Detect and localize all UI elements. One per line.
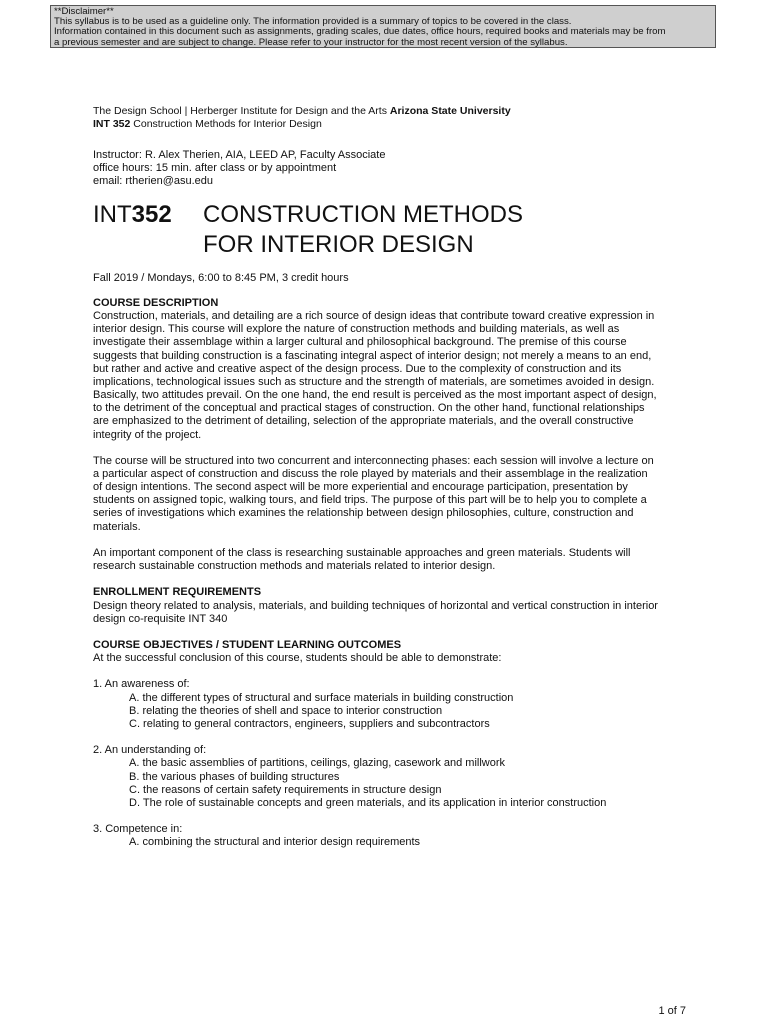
spacer bbox=[93, 573, 703, 586]
paragraph-line: interior design. This course will explore the nature of construction methods and building materials, as well as bbox=[93, 323, 620, 336]
spacer bbox=[93, 731, 703, 744]
objective-item: A. the different types of structural and surface materials in building construction bbox=[129, 691, 514, 704]
spacer bbox=[93, 810, 703, 823]
paragraph-line: Design theory related to analysis, materials, and building techniques of horizontal and vertical construction in interior bbox=[93, 599, 658, 612]
objective-item: C. the reasons of certain safety requirements in structure design bbox=[129, 783, 442, 796]
course-line bbox=[93, 118, 511, 131]
objective-group-title: 2. An understanding of: bbox=[93, 744, 207, 757]
paragraph-line: implications, technological issues such as structure and the strength of materials, are sometimes avoided in design. bbox=[93, 375, 655, 388]
paragraph-line: research sustainable construction methods and materials related to interior design. bbox=[93, 560, 496, 573]
paragraph-line: Basically, two attitudes prevail. On the one hand, the end result is perceived as the most important aspect of design, bbox=[93, 389, 657, 402]
objective-item: C. relating to general contractors, engineers, suppliers and subcontractors bbox=[129, 717, 490, 730]
objective-group-title: 3. Competence in: bbox=[93, 823, 183, 836]
title-number: 352 bbox=[131, 201, 172, 228]
objectives-intro: At the successful conclusion of this course, students should be able to demonstrate: bbox=[93, 652, 502, 665]
paragraph-line: An important component of the class is researching sustainable approaches and green materials. Students will bbox=[93, 546, 631, 559]
paragraph-line: design co-requisite INT 340 bbox=[93, 612, 228, 625]
section-heading-enrollment: ENROLLMENT REQUIREMENTS bbox=[93, 586, 262, 599]
section-heading-course-description: COURSE DESCRIPTION bbox=[93, 297, 219, 309]
course-name: Construction Methods for Interior Design bbox=[133, 118, 322, 130]
paragraph-line: of design intentions. The second aspect will be more experiential and encourage participation, presentation by bbox=[93, 481, 628, 494]
paragraph-line: are emphasized to the detriment of detailing, selection of the appropriate materials, and the overall constructive bbox=[93, 415, 634, 428]
title-course-code bbox=[93, 200, 172, 230]
title-course-name bbox=[203, 200, 523, 260]
syllabus-body bbox=[93, 297, 703, 849]
paragraph-line: series of investigations which examines the relationship between design philosophies, culture, construction and bbox=[93, 507, 634, 520]
paragraph-line: suggests that building construction is a fascinating integral aspect of interior design; not merely a means to an end, bbox=[93, 349, 652, 362]
instructor-info bbox=[93, 149, 385, 189]
disclaimer-box bbox=[50, 5, 716, 48]
disclaimer-line: a previous semester and are subject to change. Please refer to your instructor for the most recent version of the syllabus. bbox=[54, 36, 568, 48]
term-info: Fall 2019 / Mondays, 6:00 to 8:45 PM, 3 credit hours bbox=[93, 272, 349, 284]
page-number: 1 of 7 bbox=[658, 1005, 686, 1017]
spacer bbox=[93, 442, 703, 455]
school-line bbox=[93, 105, 511, 118]
paragraph-line: a particular aspect of construction and discuss the role played by materials and their assemblage in the realization bbox=[93, 468, 648, 481]
paragraph-line: but rather and active and creative aspect of the design process. Due to the complexity of construction and its bbox=[93, 362, 622, 375]
title-name-line: CONSTRUCTION METHODS bbox=[203, 201, 523, 228]
disclaimer-line: Information contained in this document such as assignments, grading scales, due dates, office hours, required books and materials may be from bbox=[54, 26, 666, 38]
disclaimer-title: **Disclaimer** bbox=[54, 6, 114, 17]
paragraph-line: Construction, materials, and detailing are a rich source of design ideas that contribute toward creative expression in bbox=[93, 310, 655, 323]
university-name: Arizona State University bbox=[389, 105, 511, 117]
school-name: The Design School | Herberger Institute for Design and the Arts bbox=[93, 105, 387, 117]
instructor-name: Instructor: R. Alex Therien, AIA, LEED AP, Faculty Associate bbox=[93, 149, 386, 161]
paragraph-line: to the detriment of the conceptual and practical stages of construction. On the other hand, functional relationships bbox=[93, 402, 645, 415]
instructor-email: email: rtherien@asu.edu bbox=[93, 175, 214, 188]
spacer bbox=[93, 534, 703, 547]
office-hours: office hours: 15 min. after class or by appointment bbox=[93, 162, 337, 175]
objective-item: B. the various phases of building structures bbox=[129, 770, 340, 783]
paragraph-line: The course will be structured into two concurrent and interconnecting phases: each session will involve a lecture on bbox=[93, 454, 654, 467]
course-code: INT 352 bbox=[93, 118, 131, 130]
spacer bbox=[93, 665, 703, 678]
paragraph-line: students on assigned topic, walking tours, and field trips. The purpose of this part will be to help you to complete a bbox=[93, 494, 647, 507]
section-heading-objectives: COURSE OBJECTIVES / STUDENT LEARNING OUTCOMES bbox=[93, 639, 402, 651]
objective-item: D. The role of sustainable concepts and green materials, and its application in interior construction bbox=[129, 796, 607, 809]
objective-item: B. relating the theories of shell and space to interior construction bbox=[129, 704, 443, 717]
document-header bbox=[93, 105, 511, 131]
paragraph-line: materials. bbox=[93, 520, 141, 533]
objective-group-title: 1. An awareness of: bbox=[93, 678, 190, 691]
spacer bbox=[93, 626, 703, 639]
title-prefix: INT bbox=[93, 201, 132, 228]
paragraph-line: investigate their assemblage within a larger cultural and philosophical background. The premise of this course bbox=[93, 336, 627, 349]
objective-item: A. the basic assemblies of partitions, ceilings, glazing, casework and millwork bbox=[129, 757, 505, 770]
paragraph-line: integrity of the project. bbox=[93, 428, 202, 441]
objective-item: A. combining the structural and interior design requirements bbox=[129, 836, 421, 849]
disclaimer-line: This syllabus is to be used as a guideline only. The information provided is a summary of topics to be covered in the class. bbox=[54, 16, 572, 28]
title-name-line: FOR INTERIOR DESIGN bbox=[203, 231, 474, 258]
